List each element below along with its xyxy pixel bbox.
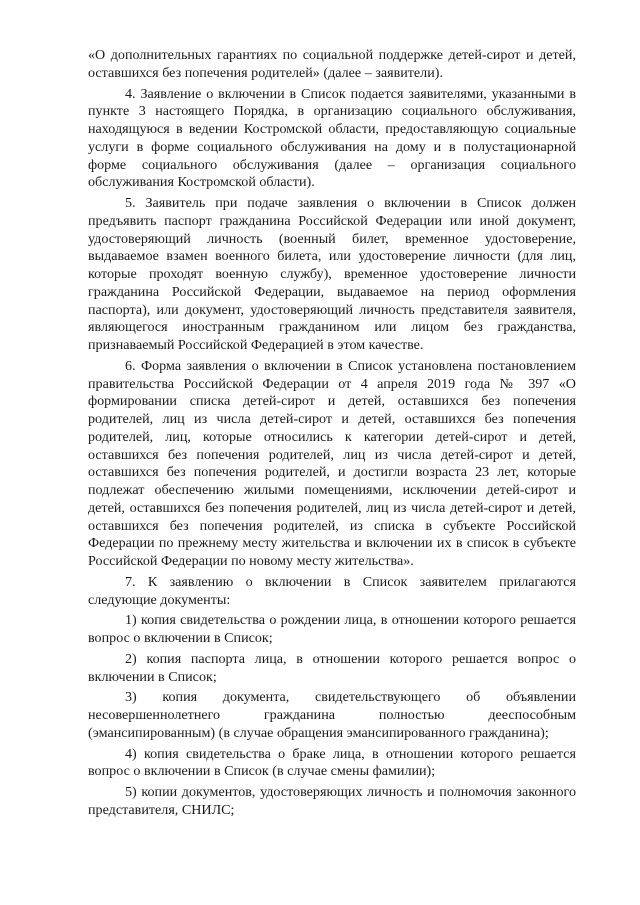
list-item-2: 2) копия паспорта лица, в отношении которого решается вопрос о включении в Список; [88,650,576,685]
list-item-3: 3) копия документа, свидетельствующего об объявлении несовершеннолетнего гражданина полностью дееспособным (эмансипированным) (в случае обращения эмансипированного гражданина); [88,689,576,741]
paragraph-continuation: «О дополнительных гарантиях по социальной поддержке детей-сирот и детей, оставшихся без попечения родителей» (далее – заявители). [88,47,576,81]
document-page [88,47,576,820]
list-item-4: 4) копия свидетельства о браке лица, в отношении которого решается вопрос о включении в Список (в случае смены фамилии); [88,745,576,780]
list-item-5: 5) копии документов, удостоверяющих личность и полномочия законного представителя, СНИЛС; [88,784,576,818]
paragraph-item-7: 7. К заявлению о включении в Список заявителем прилагаются следующие документы: [88,573,576,608]
list-item-1: 1) копия свидетельства о рождении лица, в отношении которого решается вопрос о включении в Список; [88,612,576,646]
paragraph-item-6: 6. Форма заявления о включении в Список установлена постановлением правительства Российской Федерации от 4 апреля 2019 года № 397 «О формировании списка детей-сирот и детей, оставшихся без попечения родителей, лиц из числа детей-сирот и детей, оставшихся без попечения родителей, лиц, которые относились к категории детей-сирот и детей, оставшихся без попечения родителей, лиц из числа детей-сирот и детей, оставшихся без попечения родителей, и достигли возраста 23 лет, которые подлежат обеспечению жилыми помещениями, исключении детей-сирот и детей, оставшихся без попечения родителей, лиц из числа детей-сирот и детей, оставшихся без попечения родителей, из списка в субъекте Российской Федерации по прежнему месту жительства и включении их в список в субъекте Российской Федерации по новому месту жительства». [88,357,576,569]
paragraph-item-4: 4. Заявление о включении в Список подается заявителями, указанными в пункте 3 настоящего Порядка, в организацию социального обслуживания, находящуюся в ведении Костромской области, предоставляющую социальные услуги в форме социального обслуживания на дому и в полустационарной форме социального обслуживания (далее – организация социального обслуживания Костромской области). [88,85,576,191]
paragraph-item-5: 5. Заявитель при подаче заявления о включении в Список должен предъявить паспорт гражданина Российской Федерации или иной документ, удостоверяющий личность (военный билет, временное удостоверение, выдаваемое взамен военного билета, или удостоверение личности (для лиц, которые проходят военную службу), временное удостоверение личности гражданина Российской Федерации, выдаваемое на период оформления паспорта), или документ, удостоверяющий личность представителя заявителя, являющегося иностранным гражданином или лицом без гражданства, признаваемый Российской Федерацией в этом качестве. [88,195,576,353]
